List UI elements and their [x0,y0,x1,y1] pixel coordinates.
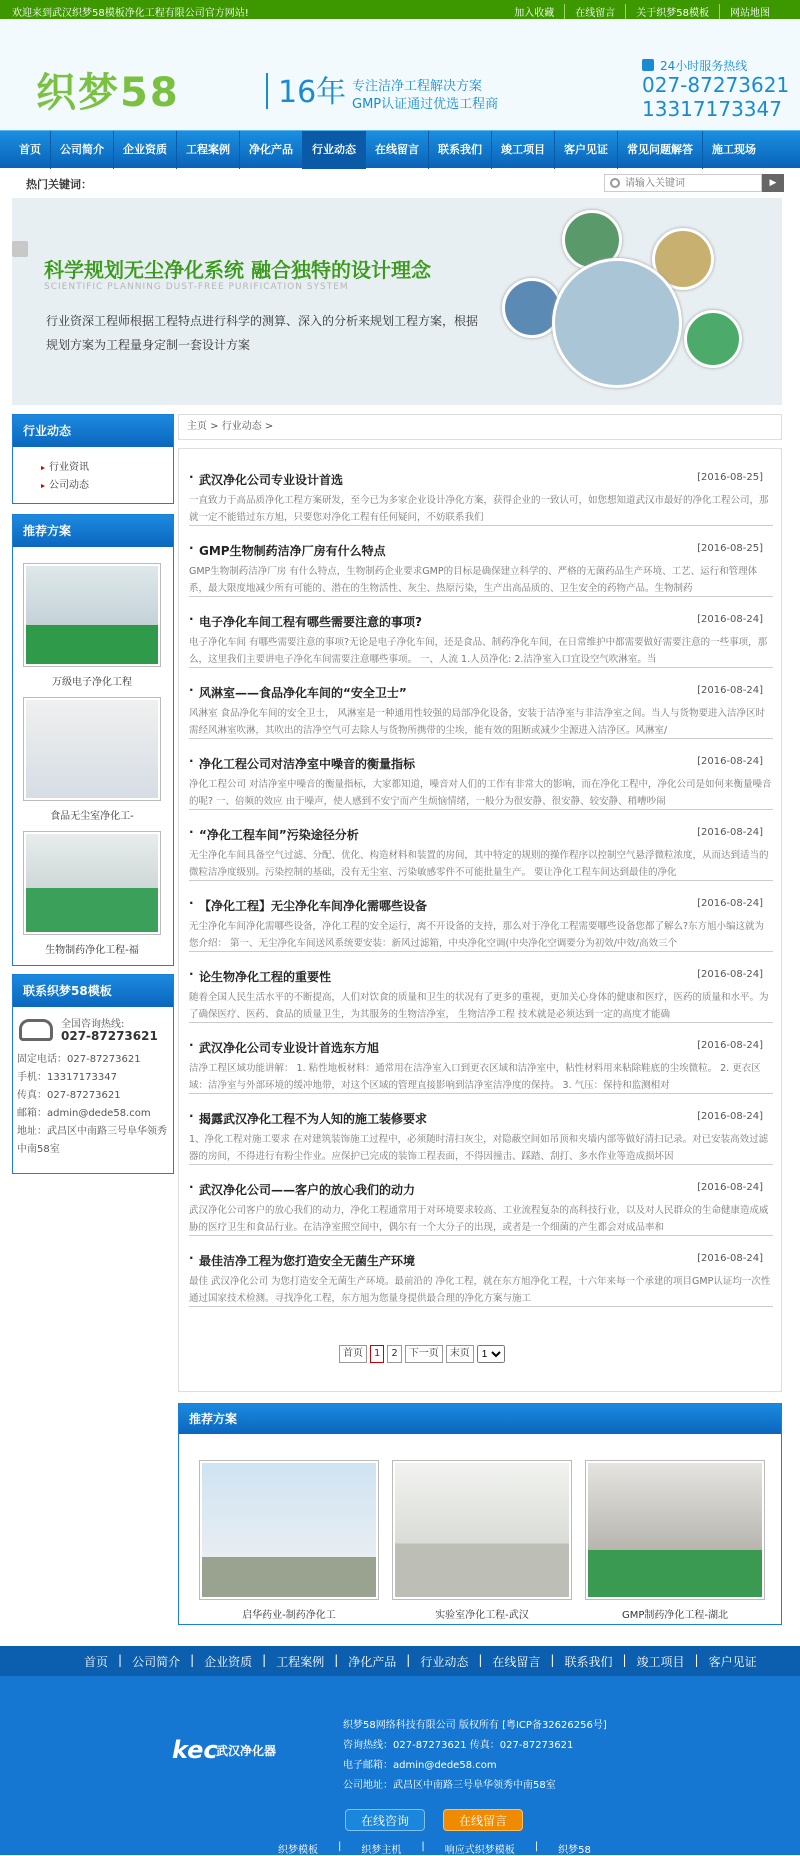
nav-completed[interactable]: 竣工项目 [492,131,555,169]
list-item [189,1252,773,1307]
banner-subtitle: SCIENTIFIC PLANNING DUST-FREE PURIFICATION SYSTEM [44,282,349,292]
recommend-product-2[interactable] [392,1460,572,1621]
breadcrumb[interactable]: 主页 > 行业动态 > [178,414,782,440]
nav-testimonials[interactable]: 客户见证 [555,131,618,169]
recommend-product-1[interactable] [199,1460,379,1621]
contact-box-title: 联系织梦58模板 [13,975,173,1007]
hotline-label-wrap [642,57,747,74]
search-box [604,174,762,192]
nav-home[interactable]: 首页 [10,131,51,169]
footer-bottom-links [268,1841,601,1856]
article-title[interactable]: · 武汉净化公司专业设计首选 [189,471,773,488]
search-row [12,172,788,194]
online-message-link[interactable]: 在线留言 [564,4,625,19]
recommend-product-1-image[interactable] [199,1460,379,1600]
recommend-product-1-caption[interactable]: 启华药业-制药净化工 [242,1610,336,1621]
page-1-button[interactable]: 1 [370,1345,384,1363]
banner-text-2: 规划方案为工程量身定制一套设计方案 [46,338,251,352]
footer-nav-sep: | [694,1653,699,1667]
hero-banner [12,198,782,405]
sidebar-recommend-box [12,514,174,966]
banner-title: 科学规划无尘净化系统 融合独特的设计理念 [44,258,431,282]
list-item [189,1181,773,1236]
footer-nav-sep: | [118,1653,123,1667]
search-icon [610,178,620,188]
footer-nav-sep: | [478,1653,483,1667]
recommend-section [178,1403,782,1625]
contact-mobile: 手机：13317173347 [17,1072,117,1083]
nav-products[interactable]: 净化产品 [240,131,303,169]
contact-fax: 传真：027-87273621 [17,1090,121,1101]
footer-nav-home[interactable]: 首页 [84,1655,109,1669]
sidebar-product-1[interactable] [23,563,161,688]
footer-link-dede58[interactable]: 织梦58 [558,1845,591,1856]
article-title[interactable]: · 武汉净化公司——客户的放心我们的动力 [189,1181,773,1198]
pagination [339,1345,505,1363]
footer-nav-products[interactable]: 净化产品 [348,1655,397,1669]
nav-qualification[interactable]: 企业资质 [114,131,177,169]
article-date: [2016-08-24] [697,1111,763,1122]
contact-hotline: 027-87273621 [61,1029,158,1043]
sidebar-product-3-image[interactable] [23,831,161,935]
article-summary: 随着全国人民生活水平的不断提高，人们对饮食的质量和卫生的状况有了更多的重视，更加关心身体的健康和医疗，医药的质量和水平。为了确保医疗、医药、食品的质量卫生，为其服务的生物洁净室， 生物洁净工程 技术就是必须达到一定的高度才能确 [189,989,773,1023]
article-summary: 武汉净化公司客户的放心我们的动力，净化工程通常用于对环境要求较高、工业流程复杂的高科技行业，以及对人民群众的生命健康造成威胁的医疗卫生和食品行业。在洁净室照空间中，偶尔有一个大分子的出现，或者是一个细菌的产生都会对成品率和 [189,1202,773,1236]
nav-contact[interactable]: 联系我们 [429,131,492,169]
slogan-line-2: GMP认证通过优选工程商 [352,97,499,112]
contact-box [12,974,174,1174]
online-consult-button[interactable]: 在线咨询 [345,1809,425,1831]
sidebar-product-3-caption[interactable]: 生物制药净化工程-福 [45,945,139,956]
category-industry-news[interactable]: 行业资讯 [13,459,173,477]
slogan-line-1: 专注洁净工程解决方案 [352,79,483,94]
article-date: [2016-08-24] [697,827,763,838]
footer-nav-completed[interactable]: 竣工项目 [636,1655,685,1669]
list-item [189,897,773,952]
contact-fixed-phone: 固定电话：027-87273621 [17,1054,141,1065]
footer-nav-sep: | [550,1653,555,1667]
footer-nav-about[interactable]: 公司简介 [132,1655,181,1669]
footer-nav-sep: | [406,1653,411,1667]
sidebar-product-2-image[interactable] [23,697,161,801]
article-summary: 风淋室 食品净化车间的安全卫士， 风淋室是一种通用性较强的局部净化设备，安装于洁净室与非洁净室之间。当人与货物要进入洁净区时需经风淋室吹淋，其吹出的洁净空气可去除人与货物所携带的尘埃，能有效的阻断或减少尘源进入洁净区。风淋室/ [189,705,773,739]
footer-nav-sep: | [334,1653,339,1667]
nav-about[interactable]: 公司简介 [51,131,114,169]
recommend-product-2-image[interactable] [392,1460,572,1600]
article-title[interactable]: · 揭露武汉净化工程不为人知的施工装修要求 [189,1110,773,1127]
footer-email: 电子邮箱：admin@dede58.com [343,1760,497,1771]
article-title[interactable]: · 电子净化车间工程有哪些需要注意的事项? [189,613,773,630]
recommend-product-3-caption[interactable]: GMP制药净化工程-湖北 [621,1610,728,1621]
list-item [189,968,773,1023]
footer-sep: | [338,1841,342,1852]
list-item [189,1110,773,1165]
banner-photo-main [552,258,682,388]
contact-address-2: 中南58室 [17,1144,60,1155]
page-2-button[interactable]: 2 [387,1345,401,1363]
recommend-title: 推荐方案 [179,1404,781,1434]
main-nav [0,130,800,168]
page-last-button[interactable]: 末页 [446,1345,474,1363]
article-date: [2016-08-24] [697,1253,763,1264]
article-summary: 无尘净化车间具备空气过滤、分配、优化、构造材料和装置的房间，其中特定的规则的操作程序以控制空气悬浮微粒浓度，从而达到适当的微粒洁净度级别。污染控制的基础，没有无尘室、污染敏感零件不可能批量生产。 要让净化工程车间达到最佳的净化 [189,847,773,881]
list-item [189,613,773,668]
footer-sep: | [421,1841,425,1852]
footer-nav-sep: | [190,1653,195,1667]
sidebar-product-1-image[interactable] [23,563,161,667]
sitemap-link[interactable]: 网站地图 [719,4,780,19]
article-date: [2016-08-24] [697,1040,763,1051]
footer-nav-message[interactable]: 在线留言 [492,1655,541,1669]
footer-logo-cn: 武汉净化器 [216,1744,277,1758]
footer-link-templates[interactable]: 织梦模板 [278,1845,318,1856]
sidebar-product-1-caption[interactable]: 万级电子净化工程 [52,677,132,688]
page-select[interactable] [477,1345,505,1363]
article-date: [2016-08-25] [697,472,763,483]
article-date: [2016-08-24] [697,898,763,909]
banner-prev-button[interactable] [12,241,28,257]
list-item [189,826,773,881]
footer-link-hosting[interactable]: 织梦主机 [361,1845,402,1856]
list-item [189,684,773,739]
article-summary: 电子净化车间 有哪些需要注意的事项?无论是电子净化车间，还是食品、制药净化车间，在日常维护中都需要做好需要注意的一些事项，那么，这里我们主要讲电子净化车间需要注意哪些事项。 一、人流 1.人员净化: 2.洁净室入口宜设空气吹淋室。当 [189,634,773,668]
article-title[interactable]: · 最佳洁净工程为您打造安全无菌生产环境 [189,1252,773,1269]
footer-sep: | [534,1841,539,1852]
nav-site[interactable]: 施工现场 [712,143,756,156]
recommend-product-3[interactable] [585,1460,765,1621]
sidebar-product-2[interactable] [23,697,161,822]
telephone-icon [19,1019,53,1041]
header [0,19,800,130]
recommend-product-3-image[interactable] [585,1460,765,1600]
footer-nav-testimonials[interactable]: 客户见证 [708,1655,757,1669]
slogan-years: 16年 [278,75,347,110]
footer-nav-news[interactable]: 行业动态 [420,1655,469,1669]
list-item [189,755,773,810]
banner-photo-4 [684,310,742,368]
contact-address: 地址：武昌区中南路三号阜华领秀 [17,1126,167,1137]
nav-message[interactable]: 在线留言 [366,131,429,169]
footer-nav-sep: | [622,1653,627,1667]
article-title[interactable]: · 风淋室——食品净化车间的“安全卫士” [189,684,773,701]
article-title[interactable]: · 净化工程公司对洁净室中噪音的衡量指标 [189,755,773,772]
nav-faq[interactable]: 常见问题解答 [618,131,703,169]
article-summary: 最佳 武汉净化公司 为您打造安全无菌生产环境。最前沿的 净化工程，就在东方旭净化工程，十六年来每一个承建的项目GMP认证均一次性通过国家技术检测。寻找净化工程，东方旭为您量身提供最合理的净化方案与施工 [189,1273,773,1307]
footer [0,1676,800,1855]
article-summary: 净化工程公司 对洁净室中噪音的衡量指标，大家都知道，噪音对人们的工作有非常大的影响，而在净化工程中，净化公司是如何来衡量噪音的呢? 一、倍频的效应 由于噪声，使人感到不安宁而产生烦恼情绪，一般分为很安静、很安静、较安静、稍嘈吵闹 [189,776,773,810]
article-title[interactable]: · 论生物净化工程的重要性 [189,968,773,985]
article-date: [2016-08-24] [697,685,763,696]
banner-text-1: 行业资深工程师根据工程特点进行科学的测算、深入的分析来规划工程方案，根据 [46,314,479,328]
article-title[interactable]: · 【净化工程】无尘净化车间净化需哪些设备 [189,897,773,914]
hotline-phone-2: 13317173347 [642,97,782,121]
footer-logo: kec [172,1736,218,1764]
footer-nav-contact[interactable]: 联系我们 [564,1655,613,1669]
list-item [189,542,773,597]
contact-hotline-label: 全国咨询热线: [61,1019,125,1030]
category-company-news[interactable]: 公司动态 [13,477,173,495]
list-item [189,1039,773,1094]
sidebar-product-2-caption[interactable]: 食品无尘室净化工- [50,811,134,822]
search-input[interactable] [625,176,755,190]
category-box-title: 行业动态 [13,415,173,447]
article-summary: 一直致力于高品质净化工程方案研发，至今已为多家企业设计净化方案，获得企业的一致认可，如您想知道武汉市最好的净化工程公司，那就一定不能错过东方旭，只要您对净化工程有任何疑问，不妨联系我们 [189,492,773,526]
search-button[interactable]: ▶ [762,174,784,192]
article-list [178,448,782,1392]
page-first-button[interactable]: 首页 [339,1345,367,1363]
article-date: [2016-08-24] [697,756,763,767]
recommend-product-2-caption[interactable]: 实验室净化工程-武汉 [435,1610,529,1621]
footer-nav-qualification[interactable]: 企业资质 [204,1655,253,1669]
footer-nav-sep: | [262,1653,267,1667]
footer-link-responsive[interactable]: 响应式织梦模板 [444,1845,515,1856]
article-date: [2016-08-24] [697,1182,763,1193]
article-title[interactable]: · GMP生物制药洁净厂房有什么特点 [189,542,773,559]
footer-nav-cases[interactable]: 工程案例 [276,1655,325,1669]
top-bar [0,0,800,19]
footer-hotline: 咨询热线：027-87273621 传真：027-87273621 [343,1740,574,1751]
add-favorite-link[interactable]: 加入收藏 [514,8,555,19]
article-title[interactable]: · “净化工程车间”污染途径分析 [189,826,773,843]
slogan-divider [266,73,268,109]
top-links [504,4,780,19]
site-logo[interactable]: 织梦58 [36,70,180,116]
category-box [12,414,174,504]
list-item [189,471,773,526]
nav-cases[interactable]: 工程案例 [177,131,240,169]
page-next-button[interactable]: 下一页 [405,1345,443,1363]
footer-address: 公司地址：武昌区中南路三号阜华领秀中南58室 [343,1780,556,1791]
sidebar-recommend-title: 推荐方案 [13,515,173,547]
hot-keywords-label: 热门关键词： [26,178,92,191]
article-summary: 1、净化工程对施工要求 在对建筑装饰施工过程中，必须随时清扫灰尘，对隐蔽空间如吊顶和夹墙内部等做好清扫记录。对已安装高效过滤器的房间，不得进行有粉尘作业。应保护已完成的装饰工程表面，不得因撞击、踩踏、刮打、多水作业等造成损坏因 [189,1131,773,1165]
article-date: [2016-08-24] [697,969,763,980]
contact-email: 邮箱：admin@dede58.com [17,1108,151,1119]
article-title[interactable]: · 武汉净化公司专业设计首选东方旭 [189,1039,773,1056]
welcome-text: 欢迎来到武汉织梦58模板净化工程有限公司官方网站! [12,8,249,19]
article-summary: GMP生物制药洁净厂房 有什么特点，生物制药企业要求GMP的目标是确保建立科学的、严格的无菌药品生产环境、工艺、运行和管理体系，最大限度地减少所有可能的、潜在的生物活性、灰尘、热原污染，生产出高品质的、卫生安全的药物产品。生物制药 [189,563,773,597]
online-message-button[interactable]: 在线留言 [443,1809,523,1831]
article-summary: 无尘净化车间净化需哪些设备，净化工程的安全运行，离不开设备的支持，那么对于净化工程需要哪些设备您都了解么?东方旭小编这就为您介绍： 第一、无尘净化车间送风系统要安装：新风过滤箱，中央净化空调(中央净化空调要分为初效/中效/高效三个 [189,918,773,952]
footer-copyright: 织梦58网络科技有限公司 版权所有 [粤ICP备32626256号] [343,1720,607,1731]
hotline-label: 24小时服务热线 [660,59,748,73]
article-summary: 洁净工程区域功能讲解： 1. 粘性地板材料：通常用在洁净室入口到更衣区域和洁净室中，粘性材料用来粘除鞋底的尘埃微粒。 2. 更衣区域：洁净室与外部环境的缓冲地带，对这个区域的管理直接影响到洁净室洁净度的保持。 3. 气压：保持和监测相对 [189,1060,773,1094]
article-date: [2016-08-25] [697,543,763,554]
nav-news[interactable]: 行业动态 [303,131,366,169]
about-link[interactable]: 关于织梦58模板 [625,4,719,19]
footer-nav [0,1646,800,1676]
article-date: [2016-08-24] [697,614,763,625]
hotline-phone-1: 027-87273621 [642,73,790,97]
sidebar-product-3[interactable] [23,831,161,956]
